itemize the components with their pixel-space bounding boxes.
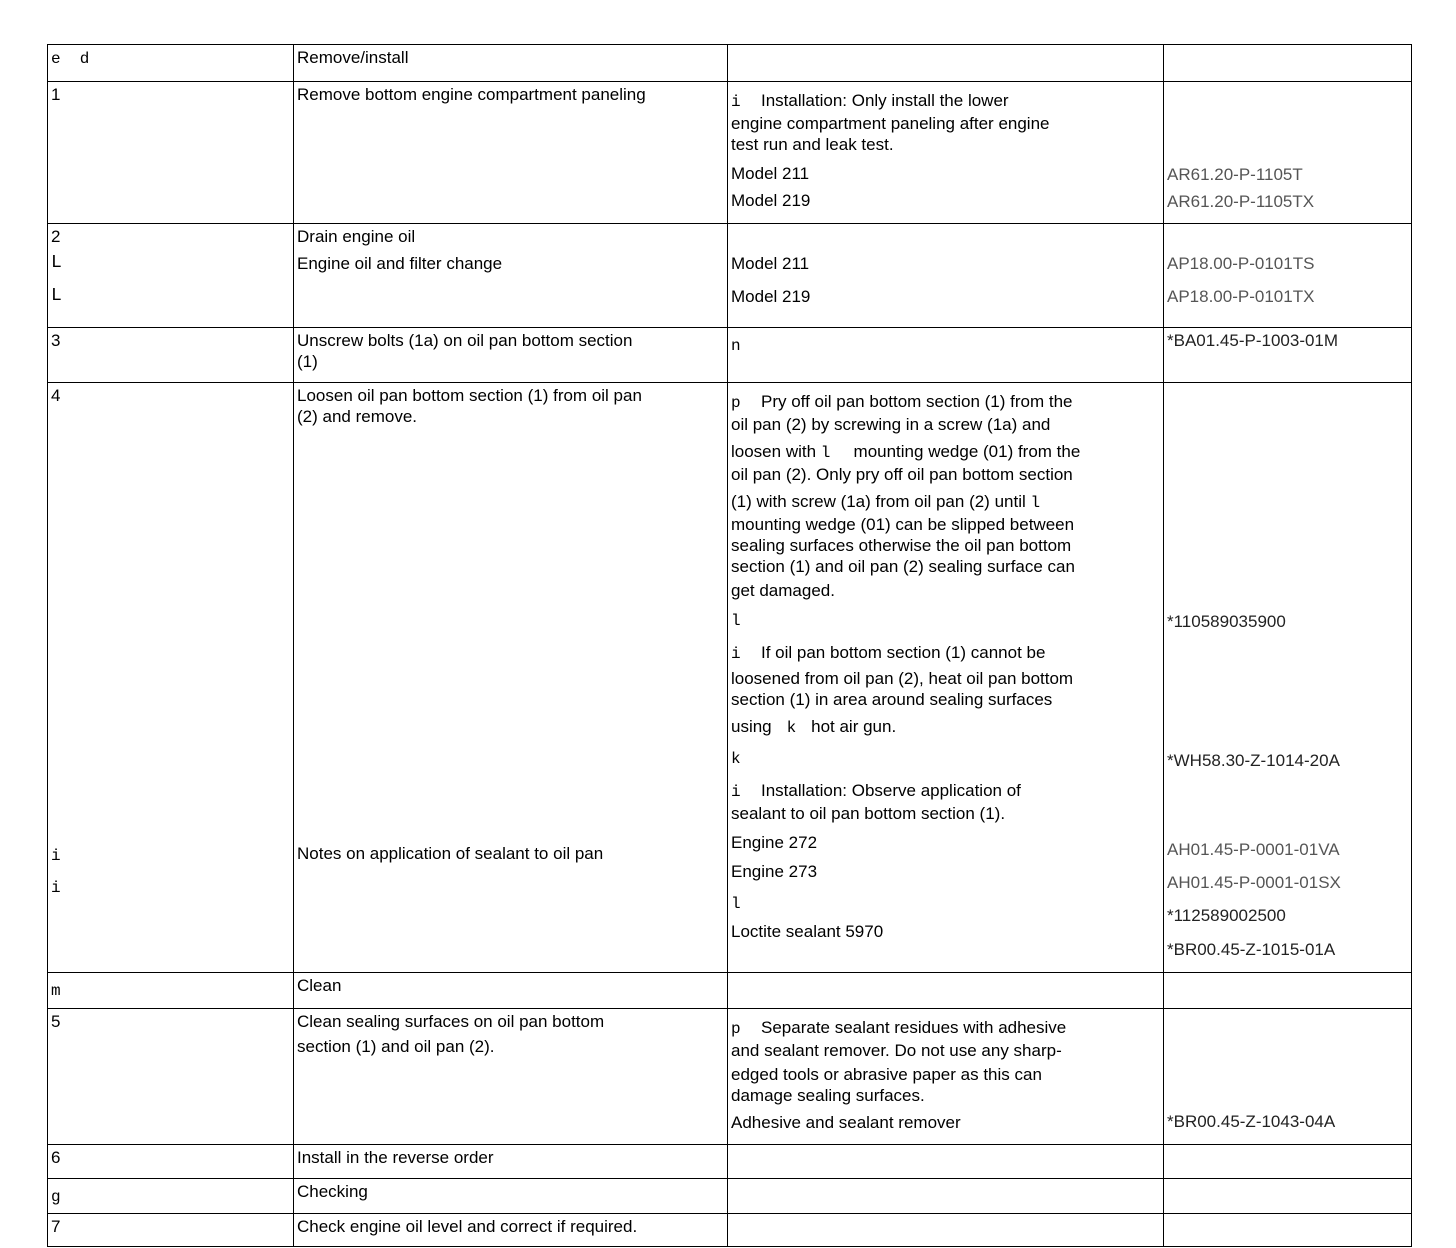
doc-reference-link[interactable]: AP18.00-P-0101TS [1167,254,1315,273]
engine-label: Engine 272 [731,833,818,852]
table-row: 5 Clean sealing surfaces on oil pan bottom section (1) and oil pan (2). p Separate sealant residues with adhesive and sealant remover. Do not use any sharp- edged tools or abrasive paper as this can damage sealing surfaces. Adhesive and sealant remover *BR00.45-Z-1043-04A [48,1009,1412,1145]
step-number: 6 [51,1148,61,1167]
section-heading: Checking [297,1182,368,1201]
tool-icon: l [731,612,741,630]
step-number: 5 [51,1012,61,1031]
tightening-torque-icon: n [731,337,741,355]
doc-reference-link[interactable]: AR61.20-P-1105TX [1167,192,1315,211]
caution-icon: p [731,1020,741,1038]
table-row [48,1214,1412,1247]
step-text: Remove bottom engine compartment paneling [297,85,646,104]
link-icon: L [51,253,62,273]
caution-note: p Separate sealant residues with adhesive and sealant remover. Do not use any sharp- edged tools or abrasive paper as this can damage sealing surfaces. [731,1018,1067,1105]
model-label: Model 211 [731,254,810,273]
table-row: 1 Remove bottom engine compartment paneling i Installation: Only install the lower engine compartment paneling after engine test run and leak test. Model 211 Model 219 AR61.20-P-1105T AR61.20-P-1105TX [48,82,1412,224]
info-icon: i [51,847,61,865]
step-text: Install in the reverse order [297,1148,494,1167]
section-heading: Remove/install [297,48,409,67]
tool-reference: *110589035900 [1167,612,1286,631]
info-icon: i [51,879,61,897]
step-number: 1 [51,85,61,104]
procedure-table [47,44,1412,1247]
doc-reference-link[interactable]: AH01.45-P-0001-01SX [1167,873,1341,892]
material-label: Loctite sealant 5970 [731,922,884,941]
material-reference: *BR00.45-Z-1015-01A [1167,940,1336,959]
caution-note: p Pry off oil pan bottom section (1) from the oil pan (2) by screwing in a screw (1a) and loosen with l mounting wedge (01) from the oil pan (2). Only pry off oil pan bottom section (1) with screw (1a) from oil pan (2) until l mounting wedge (01) can be slipped between sealing surfaces otherwise the oil pan bottom section (1) and oil pan (2) sealing surface can get damaged. [731,392,1081,600]
step-number: 2 [51,227,61,246]
table-row [48,1145,1412,1179]
step-text: Clean sealing surfaces on oil pan bottom [297,1012,605,1031]
info-icon: i [731,783,741,801]
material-label: Adhesive and sealant remover [731,1113,961,1132]
tool-icon: k [731,750,741,768]
doc-reference-link[interactable]: AH01.45-P-0001-01VA [1167,840,1340,859]
step-text: Check engine oil level and correct if required. [297,1217,638,1236]
doc-reference-link[interactable]: AP18.00-P-0101TX [1167,287,1315,306]
tool-icon: k [786,719,797,737]
table-row [48,1179,1412,1214]
info-icon: i [731,93,741,111]
table-row [48,973,1412,1009]
material-reference: *BR00.45-Z-1043-04A [1167,1112,1336,1131]
tool-reference: *112589002500 [1167,906,1286,925]
model-label: Model 211 [731,164,810,183]
tool-icon: l [820,444,831,462]
step-text: Loosen oil pan bottom section (1) from oil pan [297,386,642,405]
installation-note: i Installation: Observe application of sealant to oil pan bottom section (1). [731,781,1021,823]
model-label: Model 219 [731,191,811,210]
step-symbol-cell [48,45,294,82]
reference-cell [1164,45,1412,82]
step-text: Unscrew bolts (1a) on oil pan bottom section [297,331,633,350]
note-link-text[interactable]: Notes on application of sealant to oil pan [297,844,604,863]
step-text-cell [294,45,728,82]
table-row: 4 i i Loosen oil pan bottom section (1) from oil pan (2) and remove. Notes on application of sealant to oil pan p Pry off oil pan bottom section (1) from the oil pan (2) by screwing in a screw (1a) and loosen with l mounting wedge (01) from the oil pan (2). Only pry off oil pan bottom section (1) with screw (1a) from oil pan (2) until l mounting wedge (01) can be slipped between sealing surfaces otherwise the oil pan bottom section (1) and oil pan (2) sealing surface can get damaged. l i If oil pan bottom section (1) cannot be loosened from oil pan (2), heat oil pan bottom section (1) in area around sealing surfaces using k hot air gun. k i Installation: Observe application of sealant to oil pan bottom section (1). Engine 272 Engine 273 l Loctite sealant 5970 *110589035900 *WH58.30-Z-1014-20A AH01.45-P-0001-01VA AH01.45-P-0001-01SX *112589002500 *BR00.45-Z-1015-01A [48,383,1412,973]
section-heading: Clean [297,976,342,995]
tool-reference: *WH58.30-Z-1014-20A [1167,751,1340,770]
model-label: Model 219 [731,287,811,306]
step-text: Drain engine oil [297,227,416,246]
tool-icon: l [1030,494,1041,512]
engine-label: Engine 273 [731,862,818,881]
step-number: 7 [51,1217,61,1236]
info-note: i If oil pan bottom section (1) cannot be loosened from oil pan (2), heat oil pan bottom section (1) in area around sealing surfaces using k hot air gun. [731,643,1074,737]
table-row [48,224,1412,328]
doc-reference: *BA01.45-P-1003-01M [1167,331,1339,350]
note-cell [728,45,1164,82]
caution-icon: p [731,394,741,412]
table-row: 3 Unscrew bolts (1a) on oil pan bottom section (1) n *BA01.45-P-1003-01M [48,328,1412,383]
link-icon: L [51,286,62,306]
info-icon: i [731,645,741,663]
tool-icon: l [731,895,741,913]
step-number: 3 [51,331,61,350]
header-symbols: e d [51,50,90,68]
sub-step-text: Engine oil and filter change [297,254,503,273]
table-row [48,45,1412,82]
installation-note: i Installation: Only install the lower [731,91,1009,111]
doc-reference-link[interactable]: AR61.20-P-1105T [1167,165,1303,184]
checking-icon: g [51,1188,61,1206]
step-number: 4 [51,386,61,405]
clean-icon: m [51,982,61,1000]
